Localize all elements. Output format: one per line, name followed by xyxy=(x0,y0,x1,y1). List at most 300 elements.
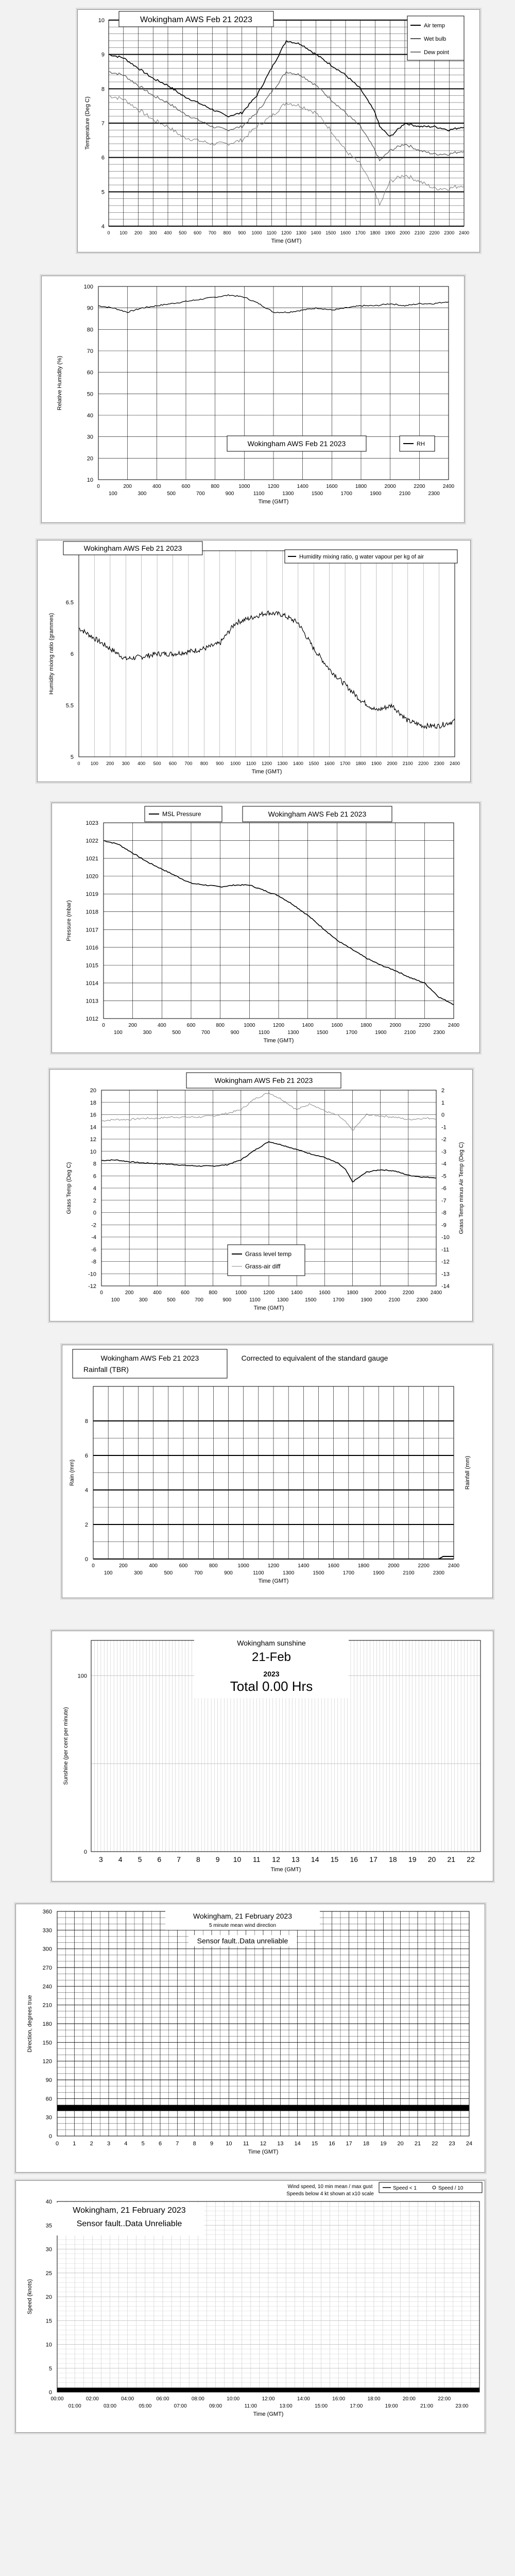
x-tick-label: 800 xyxy=(211,484,220,489)
x-tick-label: 1400 xyxy=(311,230,321,235)
x-tick-label: 1100 xyxy=(258,1030,270,1036)
x-tick-label: 1700 xyxy=(346,1030,357,1036)
x-tick-label: 9 xyxy=(215,1855,220,1863)
x-tick-label: 14:00 xyxy=(297,2396,310,2402)
x-tick-label: 2000 xyxy=(387,761,398,766)
y-tick-label: 2 xyxy=(93,1197,96,1204)
x-tick-label: 05:00 xyxy=(139,2403,152,2409)
y-tick-label: 2 xyxy=(84,1522,88,1528)
x-tick-label: 100 xyxy=(119,230,128,235)
x-tick-label: 1300 xyxy=(277,1297,289,1303)
y-tick-label: 25 xyxy=(45,2270,52,2277)
x-tick-label: 1800 xyxy=(355,484,367,489)
x-tick-label: 300 xyxy=(143,1030,152,1036)
chart-subtitle: Rainfall (TBR) xyxy=(83,1365,129,1374)
chart-title: Wokingham sunshine xyxy=(237,1639,306,1647)
y-tick-label: -12 xyxy=(88,1283,96,1290)
y-tick-label: 60 xyxy=(45,2096,52,2103)
x-tick-label: 300 xyxy=(134,1570,143,1576)
x-tick-label: 10 xyxy=(233,1855,242,1863)
x-tick-label: 400 xyxy=(149,1563,158,1569)
x-tick-label: 2200 xyxy=(402,1290,414,1296)
x-tick-label: 1600 xyxy=(328,1563,339,1569)
y-tick-label: -10 xyxy=(88,1271,96,1278)
temperature-chart-panel xyxy=(77,9,480,252)
y-tick-label: 90 xyxy=(87,305,93,312)
x-tick-label: 1900 xyxy=(373,1570,385,1576)
y-tick-label: 4 xyxy=(101,224,105,230)
x-tick-label: 1700 xyxy=(340,761,351,766)
x-tick-label: 19:00 xyxy=(385,2403,398,2409)
x-tick-label: 0 xyxy=(107,230,110,235)
y-tick-label: -5 xyxy=(441,1173,447,1180)
y-tick-label: 6 xyxy=(84,1453,88,1459)
x-tick-label: 1400 xyxy=(293,761,303,766)
x-tick-label: 16 xyxy=(350,1855,358,1863)
chart-year: 2023 xyxy=(263,1670,280,1678)
x-tick-label: 1400 xyxy=(291,1290,303,1296)
x-tick-label: 1300 xyxy=(287,1030,299,1036)
x-tick-label: 200 xyxy=(134,230,143,235)
x-tick-label: 11:00 xyxy=(244,2403,257,2409)
x-tick-label: 2100 xyxy=(399,491,411,497)
y-tick-label: 1022 xyxy=(85,838,98,844)
chart-total: Total 0.00 Hrs xyxy=(230,1679,313,1694)
x-tick-label: 1500 xyxy=(316,1030,329,1036)
x-tick-label: 8 xyxy=(196,1855,200,1863)
y-tick-label: -10 xyxy=(441,1234,450,1241)
x-tick-label: 500 xyxy=(167,491,176,497)
y-tick-label: 50 xyxy=(87,391,93,398)
y-tick-label: 5.5 xyxy=(65,703,74,709)
x-tick-label: 1200 xyxy=(281,230,292,235)
y-tick-label: 1018 xyxy=(85,909,98,916)
x-tick-label: 1700 xyxy=(342,1570,354,1576)
x-tick-label: 13:00 xyxy=(279,2403,293,2409)
wind-direction-chart xyxy=(16,1904,485,2172)
y-tick-label: -9 xyxy=(441,1222,447,1229)
x-tick-label: 100 xyxy=(104,1570,113,1576)
chart-date: 21-Feb xyxy=(251,1650,291,1664)
x-tick-label: 1800 xyxy=(357,1563,370,1569)
y-tick-label: 1021 xyxy=(85,856,98,862)
x-tick-label: 08:00 xyxy=(191,2396,204,2402)
chart-note: Sensor fault..Data Unreliable xyxy=(76,2219,182,2228)
y-tick-label: 1014 xyxy=(85,980,98,987)
chart-header: Speeds below 4 kt shown at x10 scale xyxy=(286,2191,374,2197)
x-tick-label: 1800 xyxy=(360,1023,372,1028)
x-tick-label: 500 xyxy=(179,230,187,235)
x-tick-label: 500 xyxy=(172,1030,181,1036)
x-tick-label: 1700 xyxy=(340,491,352,497)
x-tick-label: 1500 xyxy=(305,1297,317,1303)
y-tick-label: 80 xyxy=(87,327,93,333)
y-tick-label: 70 xyxy=(87,348,93,354)
x-tick-label: 2100 xyxy=(414,230,425,235)
x-tick-label: 900 xyxy=(222,1297,232,1303)
rainfall-chart xyxy=(62,1345,492,1598)
x-tick-label: 2000 xyxy=(374,1290,386,1296)
x-tick-label: 8 xyxy=(193,2141,196,2147)
chart-title: Wokingham AWS Feb 21 2023 xyxy=(83,544,182,553)
y-tick-label: 0 xyxy=(441,1112,445,1118)
x-tick-label: 900 xyxy=(230,1030,239,1036)
legend-label: RH xyxy=(417,441,425,447)
x-tick-label: 06:00 xyxy=(156,2396,169,2402)
x-tick-label: 500 xyxy=(167,1297,176,1303)
sunshine-chart xyxy=(52,1631,493,1881)
x-tick-label: 1200 xyxy=(261,761,272,766)
grass-temp-chart xyxy=(50,1070,472,1321)
temperature-chart xyxy=(78,10,479,252)
x-tick-label: 400 xyxy=(152,1290,162,1296)
x-tick-label: 14 xyxy=(311,1855,319,1863)
x-tick-label: 1100 xyxy=(246,761,256,766)
x-tick-label: 600 xyxy=(168,761,177,766)
x-tick-label: 2100 xyxy=(388,1297,400,1303)
y-axis-label: Speed (knots) xyxy=(27,2279,33,2315)
chart-subtitle: 5 minute mean wind direction xyxy=(209,1923,277,1928)
x-tick-label: 21 xyxy=(414,2141,421,2147)
y-tick-label: 5 xyxy=(101,189,105,196)
legend-label: Speed < 1 xyxy=(393,2185,417,2191)
x-tick-label: 100 xyxy=(90,761,98,766)
x-tick-label: 1000 xyxy=(230,761,241,766)
x-tick-label: 1800 xyxy=(370,230,381,235)
x-tick-label: 23:00 xyxy=(455,2403,469,2409)
y-tick-label: 0 xyxy=(48,2133,52,2140)
y-tick-label: -6 xyxy=(91,1246,96,1253)
mixing-ratio-chart xyxy=(38,540,470,782)
x-tick-label: 1200 xyxy=(272,1023,285,1028)
x-tick-label: 16:00 xyxy=(332,2396,346,2402)
y-tick-label: 35 xyxy=(45,2223,52,2229)
x-tick-label: 15 xyxy=(330,1855,339,1863)
x-tick-label: 1100 xyxy=(253,491,265,497)
y-tick-label: 150 xyxy=(42,2040,52,2046)
y-tick-label: 0 xyxy=(93,1210,96,1216)
x-tick-label: 19 xyxy=(380,2141,387,2147)
x-tick-label: 11 xyxy=(243,2141,249,2147)
y-axis-label: Rain (mm) xyxy=(69,1459,75,1486)
y-axis-label: Pressure (mbar) xyxy=(66,900,72,941)
x-tick-label: 2300 xyxy=(444,230,455,235)
legend-label: Grass level temp xyxy=(245,1250,292,1258)
chart-title: Wokingham AWS Feb 21 2023 xyxy=(247,439,346,448)
x-tick-label: 1900 xyxy=(375,1030,387,1036)
x-tick-label: 700 xyxy=(194,1570,203,1576)
y-tick-label: 1020 xyxy=(85,873,98,880)
y-axis-label: Sunshine (per cent per minute) xyxy=(63,1707,69,1785)
x-tick-label: 2300 xyxy=(433,1030,445,1036)
x-tick-label: 17:00 xyxy=(350,2403,363,2409)
y-tick-label: 8 xyxy=(101,86,105,93)
x-tick-label: 2300 xyxy=(416,1297,428,1303)
x-tick-label: 1100 xyxy=(253,1570,264,1576)
y-tick-label: 180 xyxy=(42,2021,52,2027)
x-tick-label: 1000 xyxy=(251,230,262,235)
x-tick-label: 5 xyxy=(141,2141,145,2147)
x-tick-label: 2100 xyxy=(402,761,413,766)
x-tick-label: 1200 xyxy=(267,1563,280,1569)
x-tick-label: 7 xyxy=(177,1855,181,1863)
y-tick-label: 210 xyxy=(42,2002,52,2009)
x-tick-label: 17 xyxy=(346,2141,352,2147)
x-tick-label: 1100 xyxy=(249,1297,261,1303)
y-axis-label: Grass Temp (Deg C) xyxy=(66,1162,72,1214)
y-tick-label: 1023 xyxy=(85,820,98,826)
x-tick-label: 1200 xyxy=(267,484,280,489)
x-tick-label: 22:00 xyxy=(438,2396,451,2402)
x-tick-label: 2200 xyxy=(419,1023,431,1028)
y-tick-label: 0 xyxy=(48,2389,52,2396)
x-tick-label: 1700 xyxy=(333,1297,345,1303)
x-tick-label: 0 xyxy=(100,1290,103,1296)
y-tick-label: 4 xyxy=(84,1487,88,1494)
x-tick-label: 11 xyxy=(253,1855,261,1863)
x-tick-label: 700 xyxy=(196,491,205,497)
x-tick-label: 1000 xyxy=(235,1290,247,1296)
x-tick-label: 7 xyxy=(176,2141,179,2147)
x-axis-label: Time (GMT) xyxy=(258,1578,289,1584)
x-tick-label: 1500 xyxy=(313,1570,324,1576)
y-tick-label: 2 xyxy=(441,1088,445,1094)
pressure-chart xyxy=(52,803,479,1053)
mixing-ratio-chart-panel xyxy=(37,540,471,782)
x-axis-label: Time (GMT) xyxy=(258,499,289,505)
x-tick-label: 4 xyxy=(118,1855,123,1863)
wind-speed-chart-panel xyxy=(15,2180,485,2433)
x-tick-label: 1900 xyxy=(371,761,382,766)
x-tick-label: 6 xyxy=(158,2141,162,2147)
y-tick-label: 0 xyxy=(83,1849,87,1855)
x-tick-label: 500 xyxy=(153,761,161,766)
x-tick-label: 1000 xyxy=(237,1563,249,1569)
x-tick-label: 2400 xyxy=(448,1563,460,1569)
x-tick-label: 07:00 xyxy=(174,2403,187,2409)
x-tick-label: 300 xyxy=(138,491,147,497)
y-tick-label: 10 xyxy=(87,477,93,483)
legend-label: Speed / 10 xyxy=(438,2185,464,2191)
y-axis-label-right: Grass Temp minus Air Temp (Deg C) xyxy=(458,1142,465,1234)
x-tick-label: 600 xyxy=(181,484,191,489)
legend-label: Dew point xyxy=(424,49,449,56)
chart-title: Wokingham AWS Feb 21 2023 xyxy=(214,1076,313,1085)
x-tick-label: 1400 xyxy=(302,1023,314,1028)
x-tick-label: 1500 xyxy=(311,491,323,497)
x-axis-label: Time (GMT) xyxy=(270,1867,301,1873)
x-tick-label: 10:00 xyxy=(227,2396,240,2402)
y-tick-label: 8 xyxy=(84,1418,88,1425)
y-tick-label: 6 xyxy=(101,155,105,161)
y-tick-label: -12 xyxy=(441,1259,450,1265)
x-tick-label: 900 xyxy=(216,761,224,766)
y-tick-label: 120 xyxy=(42,2058,52,2065)
y-tick-label: 1017 xyxy=(85,927,98,934)
x-tick-label: 20:00 xyxy=(402,2396,416,2402)
x-tick-label: 2100 xyxy=(403,1570,415,1576)
x-tick-label: 2 xyxy=(90,2141,93,2147)
y-tick-label: -3 xyxy=(441,1148,447,1155)
x-tick-label: 2300 xyxy=(433,1570,444,1576)
x-tick-label: 1900 xyxy=(360,1297,372,1303)
wind-speed-chart xyxy=(16,2181,485,2432)
x-tick-label: 1300 xyxy=(277,761,288,766)
x-axis-label: Time (GMT) xyxy=(253,2411,284,2417)
y-tick-label: -8 xyxy=(441,1210,447,1216)
x-tick-label: 1600 xyxy=(326,484,338,489)
grass-temp-chart-panel xyxy=(49,1069,473,1321)
y-tick-label: 8 xyxy=(93,1161,96,1167)
x-tick-label: 12 xyxy=(260,2141,267,2147)
x-tick-label: 00:00 xyxy=(50,2396,64,2402)
x-axis-label: Time (GMT) xyxy=(271,238,302,244)
chart-header: Wind speed, 10 min mean / max gust xyxy=(287,2184,373,2190)
y-axis-label-right: Rainfall (mm) xyxy=(465,1455,471,1490)
y-tick-label: 20 xyxy=(90,1088,96,1094)
x-tick-label: 0 xyxy=(77,761,80,766)
y-tick-label: 5 xyxy=(48,2365,52,2372)
x-tick-label: 19 xyxy=(408,1855,417,1863)
x-axis-label: Time (GMT) xyxy=(253,1305,284,1311)
y-tick-label: 330 xyxy=(42,1927,52,1934)
x-tick-label: 100 xyxy=(113,1030,123,1036)
x-tick-label: 0 xyxy=(102,1023,105,1028)
x-tick-label: 04:00 xyxy=(121,2396,134,2402)
x-tick-label: 800 xyxy=(200,761,208,766)
y-tick-label: 10 xyxy=(45,2342,52,2348)
x-tick-label: 200 xyxy=(128,1023,138,1028)
y-tick-label: -8 xyxy=(91,1259,96,1265)
y-axis-label: Relative Humidity (%) xyxy=(57,355,63,411)
y-tick-label: 10 xyxy=(90,1148,96,1155)
legend-label: Wet bulb xyxy=(424,36,447,42)
chart-title: Wokingham, 21 February 2023 xyxy=(193,1912,292,1920)
x-tick-label: 2400 xyxy=(448,1023,460,1028)
x-tick-label: 1900 xyxy=(385,230,396,235)
y-tick-label: 90 xyxy=(45,2077,52,2083)
x-axis-label: Time (GMT) xyxy=(251,769,282,775)
x-tick-label: 16 xyxy=(329,2141,335,2147)
x-tick-label: 800 xyxy=(209,1290,218,1296)
x-tick-label: 1000 xyxy=(244,1023,255,1028)
legend-label: Air temp xyxy=(424,23,445,29)
y-tick-label: 1015 xyxy=(85,962,98,969)
x-tick-label: 24 xyxy=(466,2141,473,2147)
y-tick-label: 6 xyxy=(93,1173,96,1180)
x-tick-label: 2000 xyxy=(399,230,410,235)
y-tick-label: -4 xyxy=(91,1234,96,1241)
x-tick-label: 2400 xyxy=(442,484,455,489)
y-axis-label: Temperature (Deg C) xyxy=(84,96,91,150)
x-tick-label: 3 xyxy=(107,2141,111,2147)
y-tick-label: 30 xyxy=(45,2114,52,2121)
x-tick-label: 2400 xyxy=(458,230,470,235)
y-tick-label: 12 xyxy=(90,1137,96,1143)
x-tick-label: 100 xyxy=(108,491,117,497)
x-tick-label: 300 xyxy=(122,761,130,766)
x-tick-label: 1300 xyxy=(282,491,294,497)
chart-note: Corrected to equivalent of the standard gauge xyxy=(241,1354,388,1362)
x-tick-label: 1300 xyxy=(283,1570,295,1576)
x-tick-label: 900 xyxy=(224,1570,233,1576)
y-tick-label: 20 xyxy=(45,2294,52,2300)
chart-title: Wokingham AWS Feb 21 2023 xyxy=(100,1354,199,1362)
x-tick-label: 18 xyxy=(389,1855,397,1863)
y-tick-label: 30 xyxy=(45,2246,52,2253)
x-tick-label: 300 xyxy=(149,230,157,235)
x-tick-label: 1 xyxy=(73,2141,76,2147)
x-tick-label: 10 xyxy=(226,2141,232,2147)
x-tick-label: 600 xyxy=(181,1290,190,1296)
x-tick-label: 1600 xyxy=(331,1023,343,1028)
x-tick-label: 1500 xyxy=(308,761,319,766)
x-tick-label: 1100 xyxy=(266,230,277,235)
y-tick-label: -2 xyxy=(441,1137,447,1143)
x-tick-label: 2200 xyxy=(418,1563,430,1569)
x-tick-label: 20 xyxy=(427,1855,436,1863)
x-tick-label: 21 xyxy=(447,1855,456,1863)
x-tick-label: 700 xyxy=(201,1030,210,1036)
y-tick-label: 5 xyxy=(70,754,74,760)
x-tick-label: 0 xyxy=(97,484,100,489)
y-tick-label: 1012 xyxy=(85,1016,98,1022)
x-tick-label: 2000 xyxy=(389,1023,401,1028)
x-tick-label: 5 xyxy=(138,1855,142,1863)
x-tick-label: 600 xyxy=(179,1563,188,1569)
y-tick-label: 300 xyxy=(42,1946,52,1953)
x-tick-label: 200 xyxy=(106,761,114,766)
x-tick-label: 1400 xyxy=(298,1563,310,1569)
y-tick-label: 360 xyxy=(42,1909,52,1915)
x-axis-label: Time (GMT) xyxy=(263,1038,294,1044)
y-tick-label: 240 xyxy=(42,1984,52,1990)
y-tick-label: -11 xyxy=(441,1246,450,1253)
y-tick-label: -6 xyxy=(441,1185,447,1192)
y-tick-label: 7 xyxy=(101,121,105,127)
x-tick-label: 800 xyxy=(216,1023,225,1028)
pressure-chart-panel xyxy=(52,803,480,1053)
x-tick-label: 2200 xyxy=(418,761,429,766)
x-tick-label: 03:00 xyxy=(103,2403,117,2409)
x-tick-label: 3 xyxy=(99,1855,103,1863)
wind-direction-chart-panel xyxy=(15,1904,485,2173)
x-tick-label: 1600 xyxy=(319,1290,331,1296)
x-tick-label: 2400 xyxy=(449,761,460,766)
y-tick-label: 100 xyxy=(83,284,93,290)
x-tick-label: 1200 xyxy=(263,1290,275,1296)
chart-title: Wokingham AWS Feb 21 2023 xyxy=(140,15,252,24)
x-tick-label: 1600 xyxy=(340,230,351,235)
y-tick-label: -4 xyxy=(441,1161,447,1167)
y-tick-label: 1 xyxy=(441,1099,445,1106)
x-tick-label: 13 xyxy=(291,1855,300,1863)
x-tick-label: 2000 xyxy=(384,484,396,489)
x-tick-label: 13 xyxy=(277,2141,284,2147)
y-tick-label: 40 xyxy=(45,2199,52,2205)
x-tick-label: 15 xyxy=(311,2141,318,2147)
x-tick-label: 1700 xyxy=(355,230,366,235)
x-tick-label: 2200 xyxy=(414,484,425,489)
x-tick-label: 800 xyxy=(223,230,231,235)
x-tick-label: 17 xyxy=(369,1855,377,1863)
x-tick-label: 20 xyxy=(397,2141,404,2147)
humidity-chart xyxy=(42,276,464,522)
y-tick-label: 1013 xyxy=(85,998,98,1005)
x-tick-label: 2300 xyxy=(434,761,444,766)
x-tick-label: 4 xyxy=(124,2141,128,2147)
x-tick-label: 200 xyxy=(125,1290,134,1296)
